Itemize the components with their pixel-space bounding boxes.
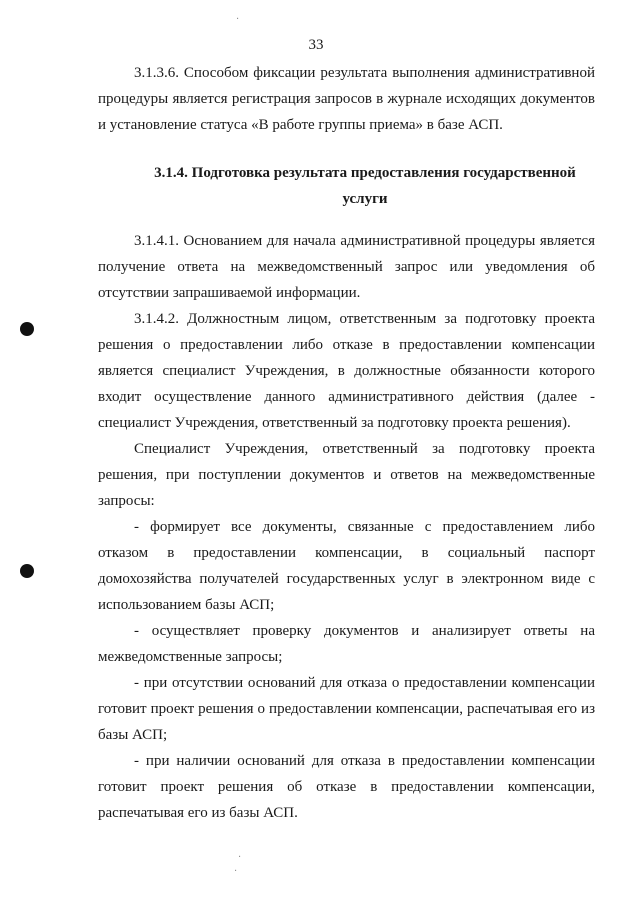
list-item-grant-decision: - при отсутствии оснований для отказа о предоставлении компенсации готовит проект решения о предоставлении компенсации, распечатывая его из базы АСП; — [98, 675, 595, 743]
paragraph-3-1-4-2: 3.1.4.2. Должностным лицом, ответственным за подготовку проекта решения о предоставлении либо отказе в предоставлении компенсации является специалист Учреждения, в должностные обязанности которого входит осуществление данного административного действия (далее - специалист Учреждения, ответственный за подготовку проекта решения). — [98, 311, 595, 431]
scan-speck: · — [238, 852, 242, 863]
section-heading: 3.1.4. Подготовка результата предоставления государственной услуги — [154, 165, 576, 207]
list-item-refusal-decision: - при наличии оснований для отказа в предоставлении компенсации готовит проект решения об отказе в предоставлении компенсации, распечатывая его из базы АСП. — [98, 753, 595, 821]
paragraph-specialist: Специалист Учреждения, ответственный за подготовку проекта решения, при поступлении документов и ответов на межведомственные запросы: — [98, 441, 595, 509]
binder-hole-top — [20, 322, 34, 336]
paragraph-3-1-4-1: 3.1.4.1. Основанием для начала административной процедуры является получение ответа на межведомственный запрос или уведомления об отсутствии запрашиваемой информации. — [98, 233, 595, 301]
body-block — [98, 228, 595, 826]
list-item-forms-documents: - формирует все документы, связанные с предоставлением либо отказом в предоставлении компенсации, в социальный паспорт домохозяйства получателей государственных услуг в электронном виде с использованием базы АСП; — [98, 519, 595, 613]
list-item-checks-documents: - осуществляет проверку документов и анализирует ответы на межведомственные запросы; — [98, 623, 595, 665]
page-number: 33 — [308, 37, 324, 53]
binder-hole-bottom — [20, 564, 34, 578]
intro-block — [98, 60, 595, 138]
intro-paragraph: 3.1.3.6. Способом фиксации результата выполнения административной процедуры является регистрация запросов в журнале исходящих документов и установление статуса «В работе группы приема» в базе АСП. — [98, 65, 595, 133]
scan-speck: · — [236, 14, 240, 25]
scan-speck: · — [234, 866, 238, 877]
